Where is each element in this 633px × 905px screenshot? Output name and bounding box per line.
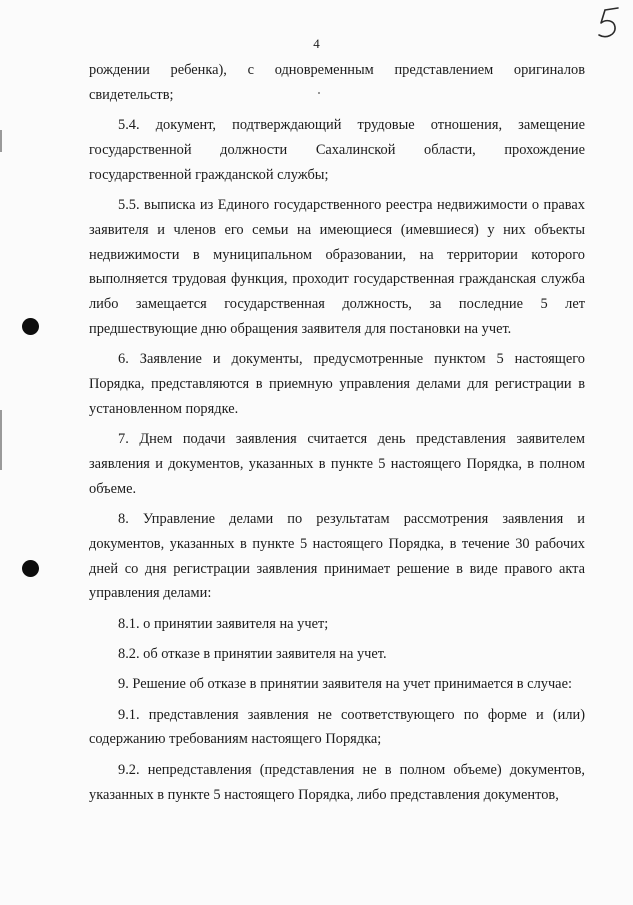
- paragraph-8: 8. Управление делами по результатам рассмотрения заявления и документов, указанных в пункте 5 настоящего Порядка, в течение 30 рабочих дней со дня регистрации заявления принимает решение в виде правого акта управления делами:: [89, 511, 585, 602]
- document-body: [89, 58, 585, 813]
- scan-edge-mark: [0, 410, 2, 470]
- paragraph-8-2: 8.2. об отказе в принятии заявителя на учет.: [118, 646, 387, 663]
- punch-hole: [22, 560, 39, 577]
- paragraph-8-1: 8.1. о принятии заявителя на учет;: [118, 615, 329, 632]
- page-number: 4: [313, 36, 320, 51]
- punch-hole: [22, 318, 39, 335]
- scan-edge-mark: [0, 130, 2, 152]
- paragraph-9: 9. Решение об отказе в принятии заявителя на учет принимается в случае:: [118, 676, 572, 693]
- handwritten-page-number: [596, 6, 622, 40]
- paragraph-6: 6. Заявление и документы, предусмотренные пунктом 5 настоящего Порядка, представляются в приемную управления делами для регистрации в установленном порядке.: [89, 351, 585, 417]
- paragraph-9-2: 9.2. непредставления (представления не в полном объеме) документов, указанных в пункте 5 настоящего Порядка, либо представления документов,: [89, 761, 585, 803]
- paragraph-9-1: 9.1. представления заявления не соответствующего по форме и (или) содержанию требованиям настоящего Порядка;: [89, 706, 585, 748]
- paragraph-7: 7. Днем подачи заявления считается день представления заявителем заявления и документов, указанных в пункте 5 настоящего Порядка, в полном объеме.: [89, 431, 585, 497]
- paragraph-5-4: 5.4. документ, подтверждающий трудовые отношения, замещение государственной должности Сахалинской области, прохождение государственной гражданской службы;: [89, 117, 585, 183]
- paragraph-continuation: рождении ребенка), с одновременным представлением оригиналов свидетельств;: [89, 62, 585, 103]
- paragraph-5-5: 5.5. выписка из Единого государственного реестра недвижимости о правах заявителя и членов его семьи на имеющиеся (имевшиеся) у них объекты недвижимости в муниципальном образовании, на территории которого выполняется трудовая функция, проходит государственная гражданская служба либо замещается государственная должность, за последние 5 лет предшествующие дню обращения заявителя для постановки на учет.: [89, 196, 585, 337]
